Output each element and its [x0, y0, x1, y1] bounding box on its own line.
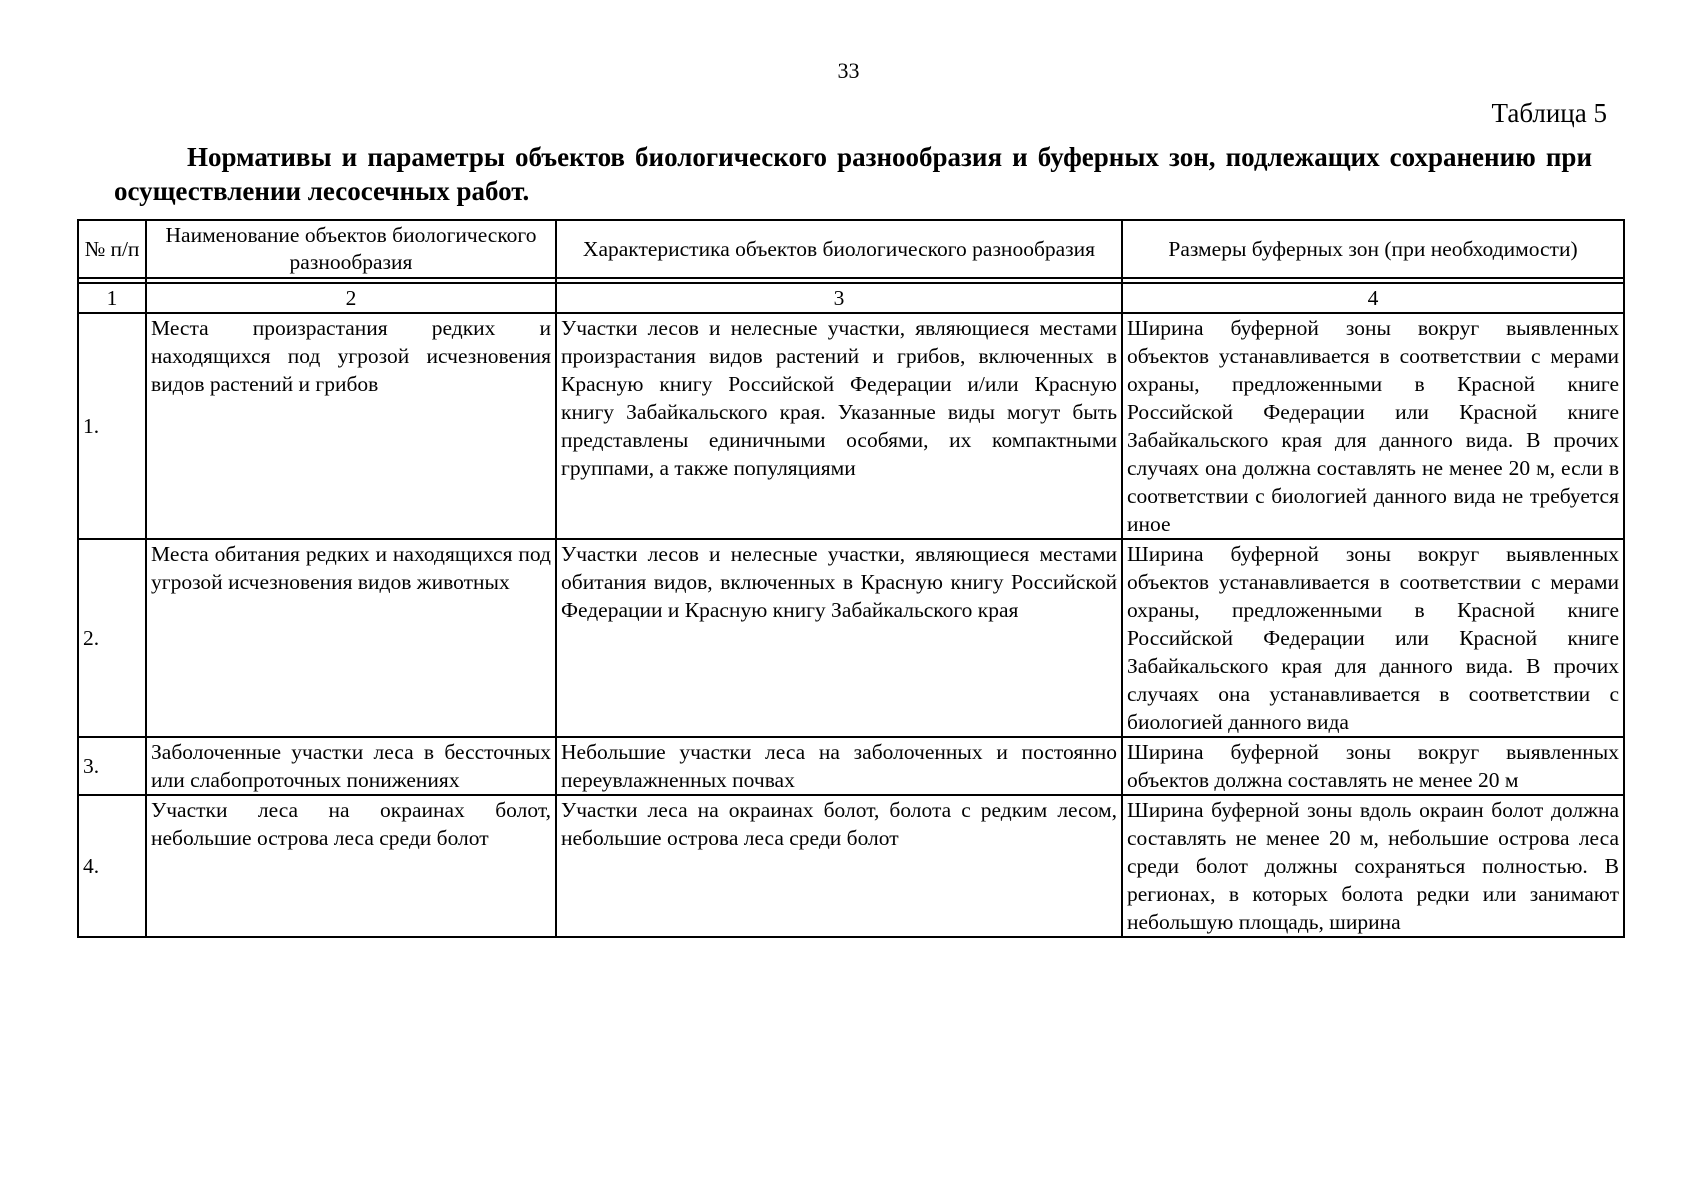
buffer-size-cell: Ширина буферной зоны вокруг выявленных объектов должна составлять не менее 20 м [1122, 737, 1624, 795]
column-numbers-row [78, 283, 1624, 313]
buffer-size-cell: Ширина буферной зоны вокруг выявленных объектов устанавливается в соответствии с мерами охраны, предложенными в Красной книге Российской Федерации или Красной книге Забайкальского края для данного вида. В прочих случаях она устанавливается в соответствии с биологией данного вида [1122, 539, 1624, 737]
column-number: 3 [556, 283, 1122, 313]
header-number: № п/п [78, 220, 146, 278]
table-label: Таблица 5 [1491, 98, 1607, 128]
buffer-size-cell: Ширина буферной зоны вокруг выявленных объектов устанавливается в соответствии с мерами охраны, предложенными в Красной книге Российской Федерации или Красной книге Забайкальского края для данного вида. В прочих случаях она должна составлять не менее 20 м, если в соответствии с биологией данного вида не требуется иное [1122, 313, 1624, 539]
characteristic-cell: Участки лесов и нелесные участки, являющиеся местами обитания видов, включенных в Красную книгу Российской Федерации и Красную книгу Забайкальского края [556, 539, 1122, 737]
object-name-cell: Места обитания редких и находящихся под угрозой исчезновения видов животных [146, 539, 556, 737]
row-number: 3. [78, 737, 146, 795]
table-row [78, 313, 1624, 539]
row-number: 1. [78, 313, 146, 539]
header-buffer-size: Размеры буферных зон (при необходимости) [1122, 220, 1624, 278]
header-object-name: Наименование объектов биологического разнообразия [146, 220, 556, 278]
page-number: 33 [837, 58, 860, 83]
characteristic-cell: Участки лесов и нелесные участки, являющиеся местами произрастания видов растений и грибов, включенных в Красную книгу Российской Федерации и/или Красную книгу Забайкальского края. Указанные виды могут быть представлены единичными особями, их компактными группами, а также популяциями [556, 313, 1122, 539]
column-number: 1 [78, 283, 146, 313]
header-characteristic: Характеристика объектов биологического разнообразия [556, 220, 1122, 278]
table-header-row [78, 220, 1624, 278]
table-row [78, 737, 1624, 795]
object-name-cell: Места произрастания редких и находящихся под угрозой исчезновения видов растений и грибов [146, 313, 556, 539]
column-number: 4 [1122, 283, 1624, 313]
norms-table [77, 219, 1625, 938]
characteristic-cell: Участки леса на окраинах болот, болота с редким лесом, небольшие острова леса среди болот [556, 795, 1122, 937]
buffer-size-cell: Ширина буферной зоны вдоль окраин болот должна составлять не менее 20 м, небольшие острова леса среди болот должны сохраняться полностью. В регионах, в которых болота редки или занимают небольшую площадь, ширина [1122, 795, 1624, 937]
object-name-cell: Заболоченные участки леса в бессточных или слабопроточных понижениях [146, 737, 556, 795]
document-title: Нормативы и параметры объектов биологического разнообразия и буферных зон, подлежащих сохранению при осуществлении лесосечных работ. [114, 142, 1592, 206]
object-name-cell: Участки леса на окраинах болот, небольшие острова леса среди болот [146, 795, 556, 937]
column-number: 2 [146, 283, 556, 313]
characteristic-cell: Небольшие участки леса на заболоченных и постоянно переувлажненных почвах [556, 737, 1122, 795]
table-row [78, 539, 1624, 737]
row-number: 4. [78, 795, 146, 937]
table-row [78, 795, 1624, 937]
row-number: 2. [78, 539, 146, 737]
